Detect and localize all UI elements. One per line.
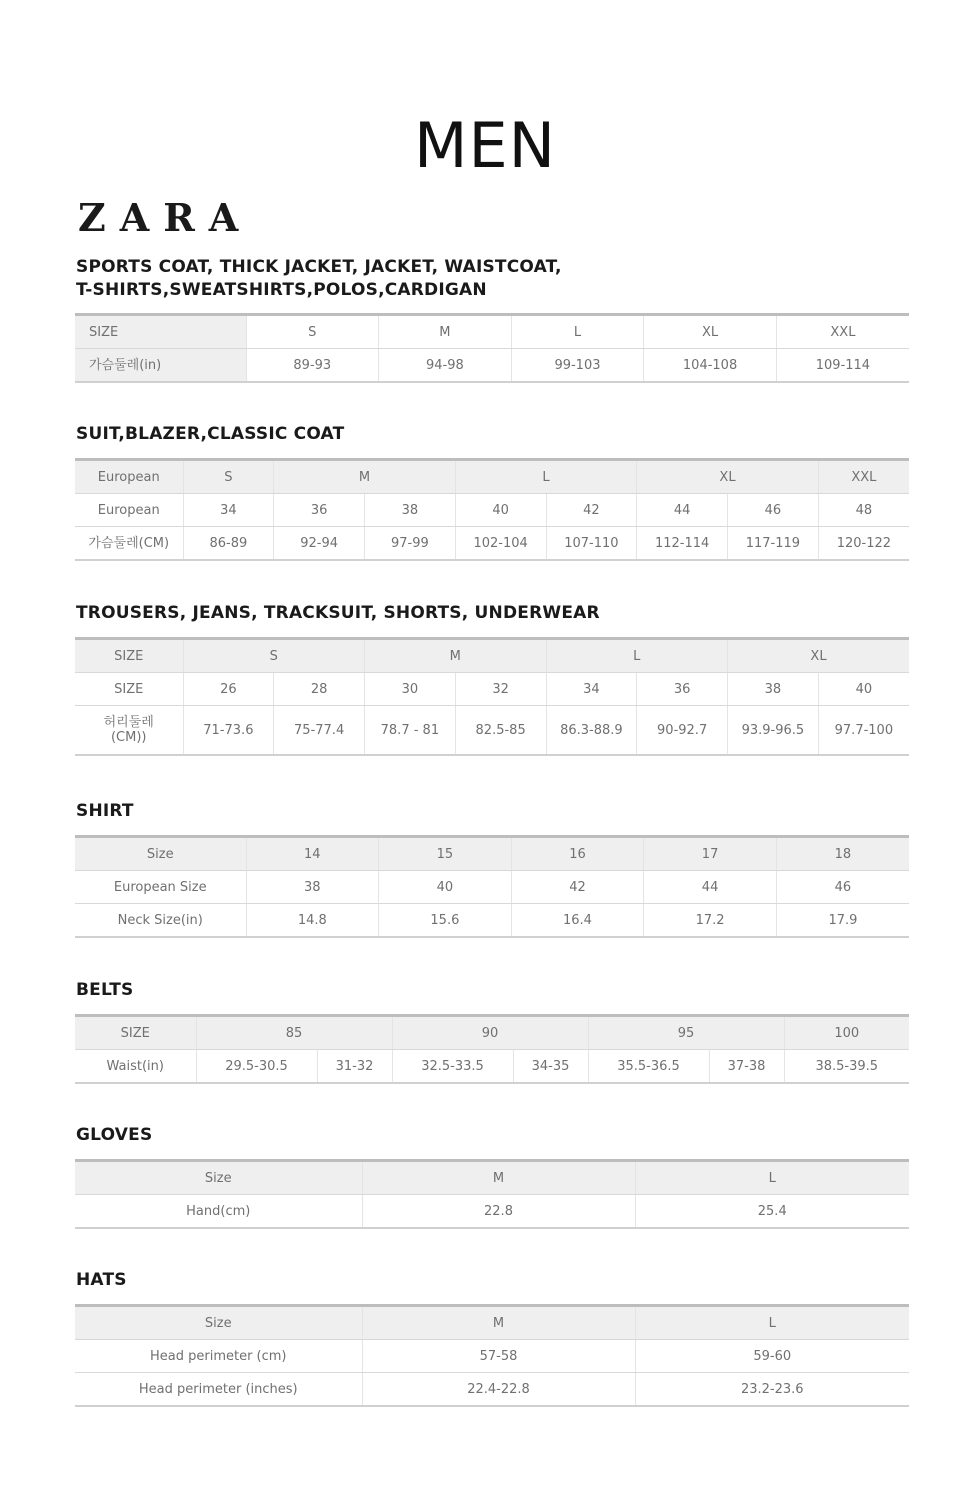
table-header-row bbox=[75, 1016, 909, 1050]
table-header-row bbox=[75, 460, 909, 494]
table-cell: 90-92.7 bbox=[637, 706, 728, 756]
table-row bbox=[75, 1050, 909, 1084]
header-cell: L bbox=[635, 1161, 909, 1195]
header-cell: L bbox=[546, 639, 728, 673]
table-cell: 97.7-100 bbox=[818, 706, 909, 756]
header-cell: S bbox=[246, 315, 379, 349]
suit-size-table bbox=[75, 458, 909, 561]
table-cell: 28 bbox=[274, 673, 365, 706]
table-cell: 38.5-39.5 bbox=[784, 1050, 909, 1084]
table-cell: 17.9 bbox=[776, 904, 909, 938]
table-cell: 16.4 bbox=[511, 904, 644, 938]
header-cell: S bbox=[183, 460, 274, 494]
table-row bbox=[75, 1195, 909, 1229]
table-cell: 26 bbox=[183, 673, 274, 706]
header-cell: Size bbox=[75, 1306, 362, 1340]
row-label: 가슴둘레(CM) bbox=[75, 527, 183, 561]
row-label bbox=[75, 706, 183, 756]
section-title-gloves: GLOVES bbox=[76, 1125, 153, 1145]
table-cell: 22.4-22.8 bbox=[362, 1373, 635, 1407]
table-row bbox=[75, 1373, 909, 1407]
table-header-row bbox=[75, 1306, 909, 1340]
row-label-line: 허리둘레 bbox=[103, 715, 154, 730]
header-cell: M bbox=[274, 460, 456, 494]
table-row bbox=[75, 706, 909, 756]
table-cell: 34-35 bbox=[513, 1050, 588, 1084]
table-row bbox=[75, 1340, 909, 1373]
header-cell: XXL bbox=[776, 315, 909, 349]
table-cell: 82.5-85 bbox=[455, 706, 546, 756]
table-cell: 104-108 bbox=[644, 349, 777, 383]
header-cell: L bbox=[635, 1306, 909, 1340]
table-cell: 78.7 - 81 bbox=[365, 706, 456, 756]
table-cell: 40 bbox=[379, 871, 512, 904]
header-cell: SIZE bbox=[75, 1016, 196, 1050]
brand-logo: ZARA bbox=[78, 195, 253, 240]
hats-size-table bbox=[75, 1304, 909, 1407]
table-cell: 46 bbox=[776, 871, 909, 904]
header-cell: 90 bbox=[392, 1016, 588, 1050]
header-cell: SIZE bbox=[75, 639, 183, 673]
header-cell: M bbox=[362, 1306, 635, 1340]
table-cell: 38 bbox=[728, 673, 819, 706]
table-cell: 40 bbox=[818, 673, 909, 706]
table-header-row bbox=[75, 1161, 909, 1195]
table-cell: 46 bbox=[728, 494, 819, 527]
table-cell: 93.9-96.5 bbox=[728, 706, 819, 756]
header-cell: 17 bbox=[644, 837, 777, 871]
table-cell: 99-103 bbox=[511, 349, 644, 383]
table-cell: 40 bbox=[455, 494, 546, 527]
table-cell: 44 bbox=[644, 871, 777, 904]
table-cell: 89-93 bbox=[246, 349, 379, 383]
table-cell: 75-77.4 bbox=[274, 706, 365, 756]
table-row bbox=[75, 494, 909, 527]
row-label: Waist(in) bbox=[75, 1050, 196, 1084]
table-cell: 34 bbox=[546, 673, 637, 706]
table-header-row bbox=[75, 639, 909, 673]
table-cell: 102-104 bbox=[455, 527, 546, 561]
section-title-trousers: TROUSERS, JEANS, TRACKSUIT, SHORTS, UNDERWEAR bbox=[76, 603, 600, 623]
header-cell: XL bbox=[637, 460, 819, 494]
table-cell: 42 bbox=[546, 494, 637, 527]
table-cell: 57-58 bbox=[362, 1340, 635, 1373]
row-label: European Size bbox=[75, 871, 246, 904]
row-label: Hand(cm) bbox=[75, 1195, 362, 1229]
table-cell: 94-98 bbox=[379, 349, 512, 383]
header-cell: 18 bbox=[776, 837, 909, 871]
table-cell: 32 bbox=[455, 673, 546, 706]
page-title: MEN bbox=[413, 109, 557, 182]
header-cell: 16 bbox=[511, 837, 644, 871]
table-cell: 42 bbox=[511, 871, 644, 904]
table-row bbox=[75, 527, 909, 561]
table-cell: 23.2-23.6 bbox=[635, 1373, 909, 1407]
header-cell: 15 bbox=[379, 837, 512, 871]
table-cell: 31-32 bbox=[317, 1050, 392, 1084]
trousers-size-table bbox=[75, 637, 909, 756]
header-cell: Size bbox=[75, 837, 246, 871]
header-cell: 100 bbox=[784, 1016, 909, 1050]
table-cell: 36 bbox=[274, 494, 365, 527]
header-cell: L bbox=[455, 460, 637, 494]
table-row bbox=[75, 673, 909, 706]
section-title-hats: HATS bbox=[76, 1270, 127, 1290]
row-label: 가슴둘레(in) bbox=[75, 349, 246, 383]
table-cell: 32.5-33.5 bbox=[392, 1050, 513, 1084]
table-row bbox=[75, 349, 909, 383]
header-cell: SIZE bbox=[75, 315, 246, 349]
row-label: Neck Size(in) bbox=[75, 904, 246, 938]
header-cell: M bbox=[362, 1161, 635, 1195]
section-title-suit: SUIT,BLAZER,CLASSIC COAT bbox=[76, 424, 345, 444]
header-cell: 95 bbox=[588, 1016, 784, 1050]
section-title-belts: BELTS bbox=[76, 980, 134, 1000]
table-cell: 38 bbox=[246, 871, 379, 904]
header-cell: M bbox=[379, 315, 512, 349]
table-cell: 35.5-36.5 bbox=[588, 1050, 709, 1084]
header-cell: XXL bbox=[818, 460, 909, 494]
gloves-size-table bbox=[75, 1159, 909, 1229]
row-label: Head perimeter (inches) bbox=[75, 1373, 362, 1407]
table-cell: 97-99 bbox=[365, 527, 456, 561]
row-label: European bbox=[75, 494, 183, 527]
table-cell: 44 bbox=[637, 494, 728, 527]
table-cell: 59-60 bbox=[635, 1340, 909, 1373]
table-cell: 48 bbox=[818, 494, 909, 527]
table-cell: 30 bbox=[365, 673, 456, 706]
row-label: Head perimeter (cm) bbox=[75, 1340, 362, 1373]
section-title-line: SPORTS COAT, THICK JACKET, JACKET, WAISTCOAT, bbox=[76, 257, 562, 277]
table-cell: 109-114 bbox=[776, 349, 909, 383]
header-cell: XL bbox=[644, 315, 777, 349]
table-row bbox=[75, 904, 909, 938]
section-title-tops bbox=[76, 256, 562, 302]
table-cell: 14.8 bbox=[246, 904, 379, 938]
table-header-row bbox=[75, 837, 909, 871]
section-title-line: T-SHIRTS,SWEATSHIRTS,POLOS,CARDIGAN bbox=[76, 280, 487, 300]
row-label: SIZE bbox=[75, 673, 183, 706]
table-cell: 86-89 bbox=[183, 527, 274, 561]
header-cell: L bbox=[511, 315, 644, 349]
table-cell: 22.8 bbox=[362, 1195, 635, 1229]
table-cell: 112-114 bbox=[637, 527, 728, 561]
header-cell: S bbox=[183, 639, 365, 673]
table-cell: 15.6 bbox=[379, 904, 512, 938]
table-cell: 36 bbox=[637, 673, 728, 706]
section-title-shirt: SHIRT bbox=[76, 801, 134, 821]
header-cell: XL bbox=[728, 639, 910, 673]
belts-size-table bbox=[75, 1014, 909, 1084]
table-cell: 86.3-88.9 bbox=[546, 706, 637, 756]
table-cell: 117-119 bbox=[728, 527, 819, 561]
tops-size-table bbox=[75, 313, 909, 383]
table-cell: 120-122 bbox=[818, 527, 909, 561]
header-cell: European bbox=[75, 460, 183, 494]
table-header-row bbox=[75, 315, 909, 349]
header-cell: M bbox=[365, 639, 547, 673]
table-row bbox=[75, 871, 909, 904]
header-cell: 14 bbox=[246, 837, 379, 871]
table-cell: 71-73.6 bbox=[183, 706, 274, 756]
table-cell: 25.4 bbox=[635, 1195, 909, 1229]
row-label-line: (CM)) bbox=[110, 730, 147, 745]
table-cell: 34 bbox=[183, 494, 274, 527]
shirt-size-table bbox=[75, 835, 909, 938]
table-cell: 92-94 bbox=[274, 527, 365, 561]
table-cell: 17.2 bbox=[644, 904, 777, 938]
header-cell: 85 bbox=[196, 1016, 392, 1050]
table-cell: 107-110 bbox=[546, 527, 637, 561]
table-cell: 29.5-30.5 bbox=[196, 1050, 317, 1084]
header-cell: Size bbox=[75, 1161, 362, 1195]
table-cell: 37-38 bbox=[709, 1050, 784, 1084]
table-cell: 38 bbox=[365, 494, 456, 527]
